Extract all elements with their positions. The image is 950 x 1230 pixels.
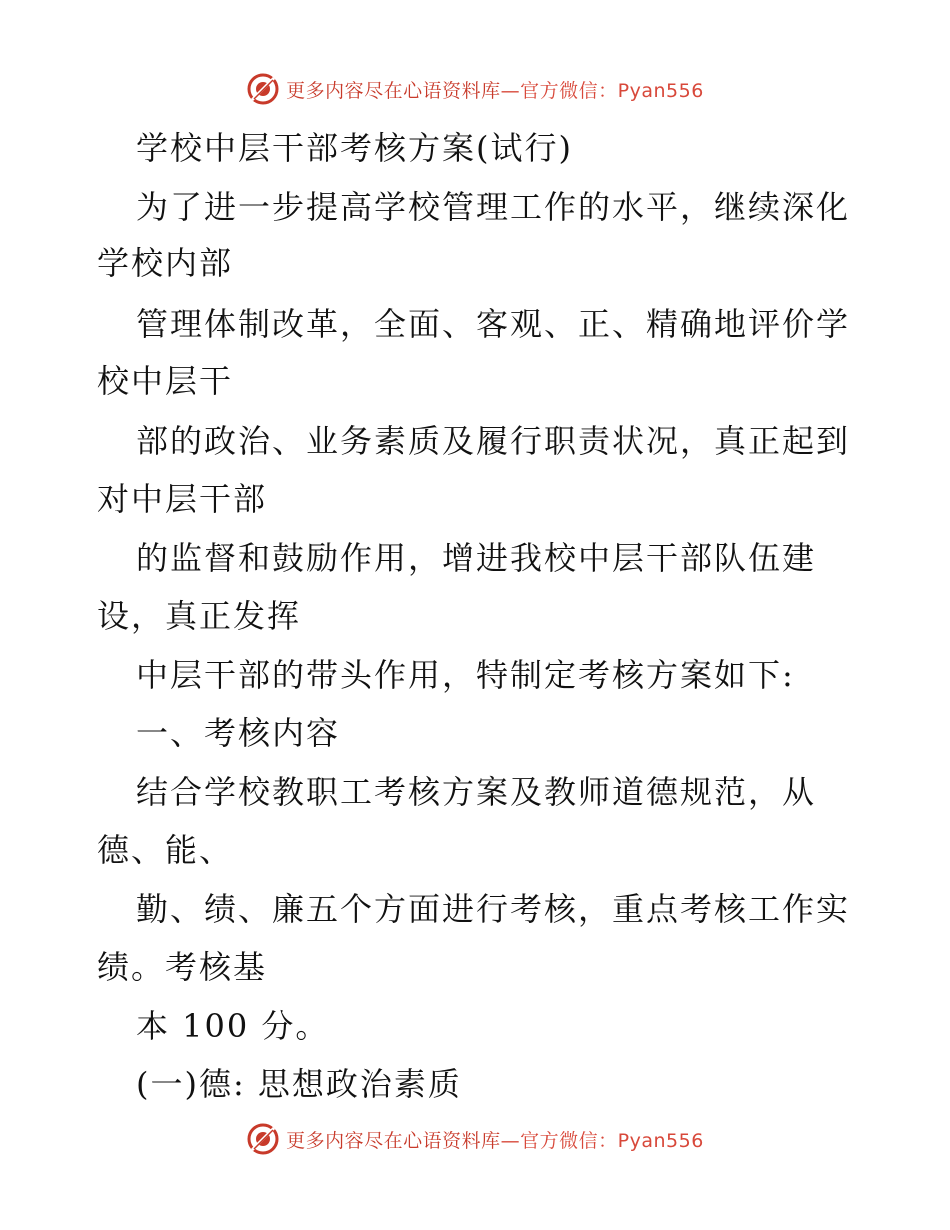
- footer-watermark: [0, 1122, 950, 1156]
- watermark-wechat-text: —官方微信：Pyan556: [500, 1129, 704, 1152]
- paragraph-line: 结合学校教职工考核方案及教师道德规范，从: [136, 773, 817, 811]
- paragraph-line: 勤、绩、廉五个方面进行考核，重点考核工作实: [136, 890, 851, 928]
- paragraph-line: 部的政治、业务素质及履行职责状况，真正起到: [136, 422, 851, 460]
- watermark-text: [286, 76, 704, 103]
- section-heading: 一、考核内容: [136, 714, 341, 752]
- paragraph-line: 绩。考核基: [97, 948, 268, 986]
- paragraph-line: 学校内部: [97, 244, 234, 282]
- watermark-logo-icon: [246, 72, 280, 106]
- paragraph-line: 中层干部的带头作用，特制定考核方案如下:: [136, 656, 795, 694]
- paragraph-line: 本 100 分。: [136, 1007, 330, 1045]
- paragraph-line: 德、能、: [97, 831, 234, 869]
- watermark-logo-icon: [246, 1122, 280, 1156]
- paragraph-line: 管理体制改革，全面、客观、正、精确地评价学: [136, 305, 851, 343]
- watermark-main-text: 更多内容尽在心语资料库: [286, 79, 501, 102]
- watermark-wechat-text: —官方微信：Pyan556: [500, 79, 704, 102]
- watermark-text: [286, 1126, 704, 1153]
- subsection-heading: (一)德: 思想政治素质: [136, 1065, 462, 1103]
- watermark-main-text: 更多内容尽在心语资料库: [286, 1129, 501, 1152]
- paragraph-line: 校中层干: [97, 362, 234, 400]
- paragraph-line: 设，真正发挥: [97, 597, 302, 635]
- header-watermark: [0, 72, 950, 106]
- paragraph-line: 的监督和鼓励作用，增进我校中层干部队伍建: [136, 539, 817, 577]
- paragraph-line: 为了进一步提高学校管理工作的水平，继续深化: [136, 188, 851, 226]
- paragraph-line: 对中层干部: [97, 480, 268, 518]
- document-title: 学校中层干部考核方案(试行): [136, 129, 573, 167]
